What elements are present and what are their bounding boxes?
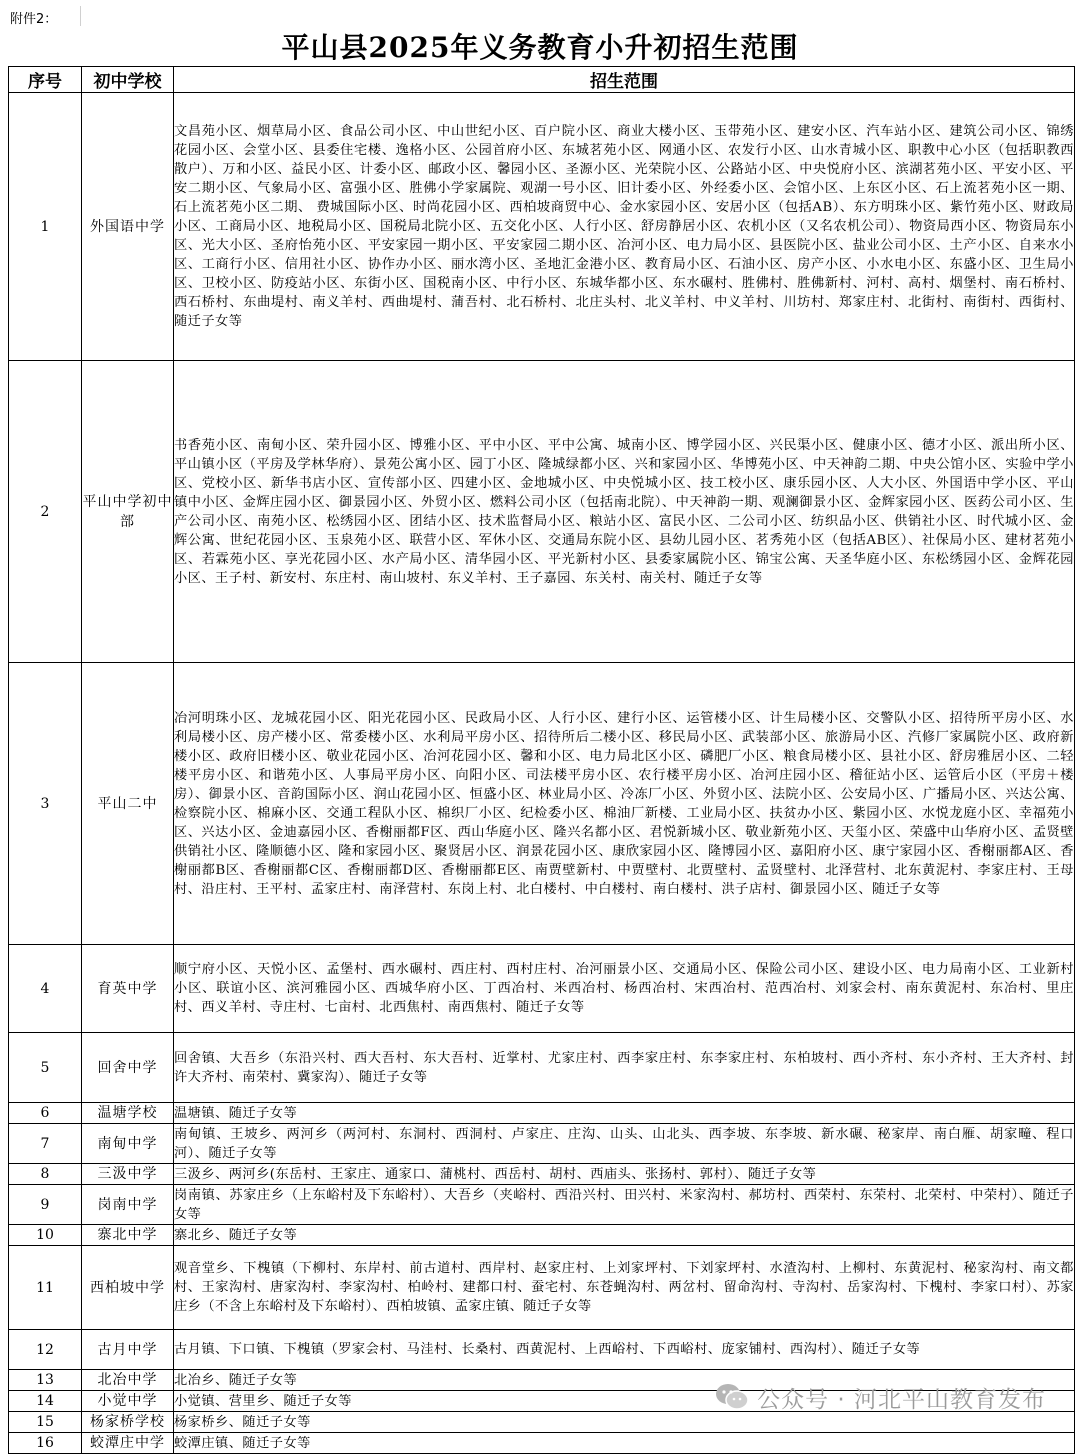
- table-row: [9, 1225, 1075, 1246]
- row-number: 6: [9, 1103, 82, 1124]
- table-row: [9, 1103, 1075, 1124]
- row-number: 7: [9, 1124, 82, 1164]
- school-name: 温塘学校: [82, 1103, 174, 1124]
- row-number: 1: [9, 93, 82, 361]
- enrollment-range-table: [8, 66, 1075, 1454]
- school-name: 蛟潭庄中学: [82, 1433, 174, 1454]
- enrollment-scope: 冶河明珠小区、龙城花园小区、阳光花园小区、民政局小区、人行小区、建行小区、运管楼小区、计生局楼小区、交警队小区、招待所平房小区、水利局楼小区、房产楼小区、常委楼小区、水利局平房小区、招待所后二楼小区、移民局小区、武装部小区、旅游局小区、汽修厂家属院小区、政府新楼小区、政府旧楼小区、敬业花园小区、冶河花园小区、馨和小区、电力局北区小区、磷肥厂小区、粮食局楼小区、县社小区、舒房雅居小区、二轻楼平房小区、和谐苑小区、人事局平房小区、向阳小区、司法楼平房小区、农行楼平房小区、冶河庄园小区、稽征站小区、运管后小区（平房＋楼房）、御景小区、音韵国际小区、润山花园小区、恒盛小区、林业局小区、冷冻厂小区、外贸小区、法院小区、公安局小区、广播局小区、兴达公寓、检察院小区、棉麻小区、交通工程队小区、棉织厂小区、纪检委小区、棉油厂新楼、工业局小区、扶贫办小区、紫园小区、水悦龙庭小区、幸福苑小区、兴达小区、金迪嘉园小区、香榭丽都F区、西山华庭小区、隆兴名都小区、君悦新城小区、敬业新苑小区、天玺小区、荣盛中山华府小区、孟贤壁供销社小区、隆顺德小区、隆和家园小区、聚贤居小区、润景花园小区、康欣家园小区、隆博园小区、嘉阳府小区、康宁家园小区、香榭丽都A区、香榭丽都B区、香榭丽都C区、香榭丽都D区、香榭丽都E区、南贾壁新村、中贾壁村、北贾壁村、孟贤壁村、北泽营村、北东黄泥村、李家庄村、王母村、沿庄村、王平村、孟家庄村、南泽营村、东岗上村、北白楼村、中白楼村、南白楼村、洪子店村、御景园小区、随迁子女等: [174, 663, 1075, 945]
- enrollment-scope: 顺宁府小区、天悦小区、孟堡村、西水碾村、西庄村、西村庄村、冶河丽景小区、交通局小区、保险公司小区、建设小区、电力局南小区、工业新村小区、联谊小区、滨河雅园小区、西城华府小区、丁西冶村、米西冶村、杨西冶村、宋西冶村、范西冶村、刘家会村、南东黄泥村、东冶村、里庄村、西义羊村、寺庄村、七亩村、北西焦村、南西焦村、随迁子女等: [174, 945, 1075, 1033]
- school-name: 平山二中: [82, 663, 174, 945]
- row-number: 9: [9, 1185, 82, 1225]
- school-name: 回舍中学: [82, 1033, 174, 1103]
- enrollment-scope: 观音堂乡、下槐镇（下柳村、东岸村、前古道村、西岸村、赵家庄村、上刘家坪村、下刘家坪村、水渣沟村、上柳村、东黄泥村、秘家沟村、南文都村、王家沟村、唐家沟村、李家沟村、柏岭村、建都口村、蚕宅村、东苍蝇沟村、两岔村、留命沟村、寺沟村、岳家沟村、下槐村、李家口村）、苏家庄乡（不含上东峪村及下东峪村）、西柏坡镇、孟家庄镇、随迁子女等: [174, 1246, 1075, 1330]
- school-name: 外国语中学: [82, 93, 174, 361]
- column-header-no: 序号: [9, 67, 82, 93]
- table-row: [9, 1164, 1075, 1185]
- table-row: [9, 945, 1075, 1033]
- table-row: [9, 93, 1075, 361]
- school-name: 小觉中学: [82, 1391, 174, 1412]
- table-row: [9, 1412, 1075, 1433]
- attachment-cell: [80, 6, 1071, 26]
- enrollment-scope: 三汲乡、两河乡(东岳村、王家庄、通家口、蒲桃村、西岳村、胡村、西庙头、张扬村、郭村）、随迁子女等: [174, 1164, 1075, 1185]
- column-header-scope: 招生范围: [174, 67, 1075, 93]
- row-number: 8: [9, 1164, 82, 1185]
- row-number: 4: [9, 945, 82, 1033]
- row-number: 13: [9, 1370, 82, 1391]
- enrollment-scope: 岗南镇、苏家庄乡（上东峪村及下东峪村）、大吾乡（夹峪村、西沿兴村、田兴村、米家沟村、郝坊村、西荣村、东荣村、北荣村、中荣村）、随迁子女等: [174, 1185, 1075, 1225]
- school-name: 南甸中学: [82, 1124, 174, 1164]
- page-title: 平山县2025年义务教育小升初招生范围: [281, 31, 799, 64]
- school-name: 西柏坡中学: [82, 1246, 174, 1330]
- column-header-school: 初中学校: [82, 67, 174, 93]
- table-row: [9, 1124, 1075, 1164]
- school-name: 岗南中学: [82, 1185, 174, 1225]
- school-name: 北冶中学: [82, 1370, 174, 1391]
- school-name: 杨家桥学校: [82, 1412, 174, 1433]
- school-name: 寨北中学: [82, 1225, 174, 1246]
- wechat-icon: [715, 1383, 749, 1411]
- school-name: 平山中学初中部: [82, 361, 174, 663]
- table-row: [9, 1433, 1075, 1454]
- enrollment-scope: 古月镇、下口镇、下槐镇（罗家会村、马洼村、长桑村、西黄泥村、上西峪村、下西峪村、庞家铺村、西沟村）、随迁子女等: [174, 1330, 1075, 1370]
- row-number: 3: [9, 663, 82, 945]
- table-row: [9, 361, 1075, 663]
- wechat-watermark: [715, 1380, 1046, 1414]
- table-row: [9, 1033, 1075, 1103]
- table-header-row: [9, 67, 1075, 93]
- enrollment-scope: 温塘镇、随迁子女等: [174, 1103, 1075, 1124]
- table-row: [9, 1185, 1075, 1225]
- enrollment-scope: 南甸镇、王坡乡、两河乡（两河村、东洞村、西洞村、卢家庄、庄沟、山头、山北头、西李坡、东李坡、新水碾、秘家岸、南白雁、胡家疃、程口河）、随迁子女等: [174, 1124, 1075, 1164]
- enrollment-scope: 书香苑小区、南甸小区、荣升园小区、博雅小区、平中小区、平中公寓、城南小区、博学园小区、兴民渠小区、健康小区、德才小区、派出所小区、平山镇小区（平房及学林华府）、景苑公寓小区、园丁小区、隆城绿都小区、兴和家园小区、华博苑小区、中天神韵二期、中央公馆小区、实验中学小区、党校小区、新华书店小区、宣传部小区、四建小区、金地城小区、中央悦城小区、技工校小区、康乐园小区、人大小区、外国语中学小区、平山镇中小区、金辉庄园小区、御景园小区、外贸小区、燃料公司小区（包括南北院）、中天神韵一期、观澜御景小区、金辉家园小区、医药公司小区、生产公司小区、南苑小区、松绣园小区、团结小区、技术监督局小区、粮站小区、富民小区、二公司小区、纺织品小区、供销社小区、时代城小区、金辉公寓、世纪花园小区、玉泉苑小区、联营小区、军休小区、交通局东院小区、县幼儿园小区、茗秀苑小区（包括AB区）、社保局小区、建材茗苑小区、若霖苑小区、享光花园小区、水产局小区、清华园小区、平光新村小区、县委家属院小区、锦宝公寓、天圣华庭小区、东松绣园小区、金辉花园小区、王子村、新安村、东庄村、南山坡村、东义羊村、王子嘉园、东关村、南关村、随迁子女等: [174, 361, 1075, 663]
- row-number: 11: [9, 1246, 82, 1330]
- school-name: 古月中学: [82, 1330, 174, 1370]
- table-row: [9, 1246, 1075, 1330]
- table-row: [9, 1330, 1075, 1370]
- school-name: 三汲中学: [82, 1164, 174, 1185]
- enrollment-scope: 小觉镇、营里乡、随迁子女等: [174, 1391, 1075, 1412]
- row-number: 15: [9, 1412, 82, 1433]
- row-number: 12: [9, 1330, 82, 1370]
- school-name: 育英中学: [82, 945, 174, 1033]
- row-number: 14: [9, 1391, 82, 1412]
- enrollment-scope: 寨北乡、随迁子女等: [174, 1225, 1075, 1246]
- enrollment-scope: 北冶乡、随迁子女等: [174, 1370, 1075, 1391]
- row-number: 10: [9, 1225, 82, 1246]
- row-number: 5: [9, 1033, 82, 1103]
- enrollment-scope: 杨家桥乡、随迁子女等: [174, 1412, 1075, 1433]
- enrollment-scope: 回舍镇、大吾乡（东沿兴村、西大吾村、东大吾村、近掌村、尤家庄村、西李家庄村、东李家庄村、东柏坡村、西小齐村、东小齐村、王大齐村、封许大齐村、南荣村、冀家沟）、随迁子女等: [174, 1033, 1075, 1103]
- enrollment-scope: 文昌苑小区、烟草局小区、食品公司小区、中山世纪小区、百户院小区、商业大楼小区、玉带苑小区、建安小区、汽车站小区、建筑公司小区、锦绣花园小区、会堂小区、县委住宅楼、逸格小区、公园首府小区、东城茗苑小区、网通小区、农发行小区、山水青城小区、职教中心小区（包括职教西散户）、万和小区、益民小区、计委小区、邮政小区、馨园小区、圣源小区、光荣院小区、公路站小区、中央悦府小区、滨湖茗苑小区、平安小区、平安二期小区、气象局小区、富强小区、胜佛小学家属院、观湖一号小区、旧计委小区、外经委小区、会馆小区、上东区小区、石上流茗苑小区一期、石上流茗苑小区二期、 费城国际小区、时尚花园小区、西柏坡商贸中心、金水家园小区、安居小区（包括AB）、东方明珠小区、紫竹苑小区、财政局小区、工商局小区、地税局小区、国税局北院小区、五交化小区、人行小区、舒房静居小区、农机小区（又名农机公司）、物资局西小区、物资局东小区、光大小区、圣府怡苑小区、平安家园一期小区、平安家园二期小区、冶河小区、电力局小区、县医院小区、盐业公司小区、土产小区、自来水小区、工商行小区、信用社小区、协作办小区、丽水湾小区、圣地汇金港小区、教育局小区、石油小区、房产小区、小水电小区、东盛小区、卫生局小区、卫校小区、防疫站小区、东街小区、国税南小区、中行小区、东城华都小区、东水碾村、胜佛村、胜佛新村、河村、高村、烟堡村、南石桥村、西石桥村、东曲堤村、南义羊村、西曲堤村、蒲吾村、北石桥村、北庄头村、北义羊村、中义羊村、川坊村、郑家庄村、北街村、南街村、西街村、随迁子女等: [174, 93, 1075, 361]
- table-row: [9, 663, 1075, 945]
- enrollment-scope: 蛟潭庄镇、随迁子女等: [174, 1433, 1075, 1454]
- watermark-text: 公众号 · 河北平山教育发布: [757, 1386, 1046, 1413]
- row-number: 2: [9, 361, 82, 663]
- attachment-label: 附件2：: [10, 12, 58, 27]
- row-number: 16: [9, 1433, 82, 1454]
